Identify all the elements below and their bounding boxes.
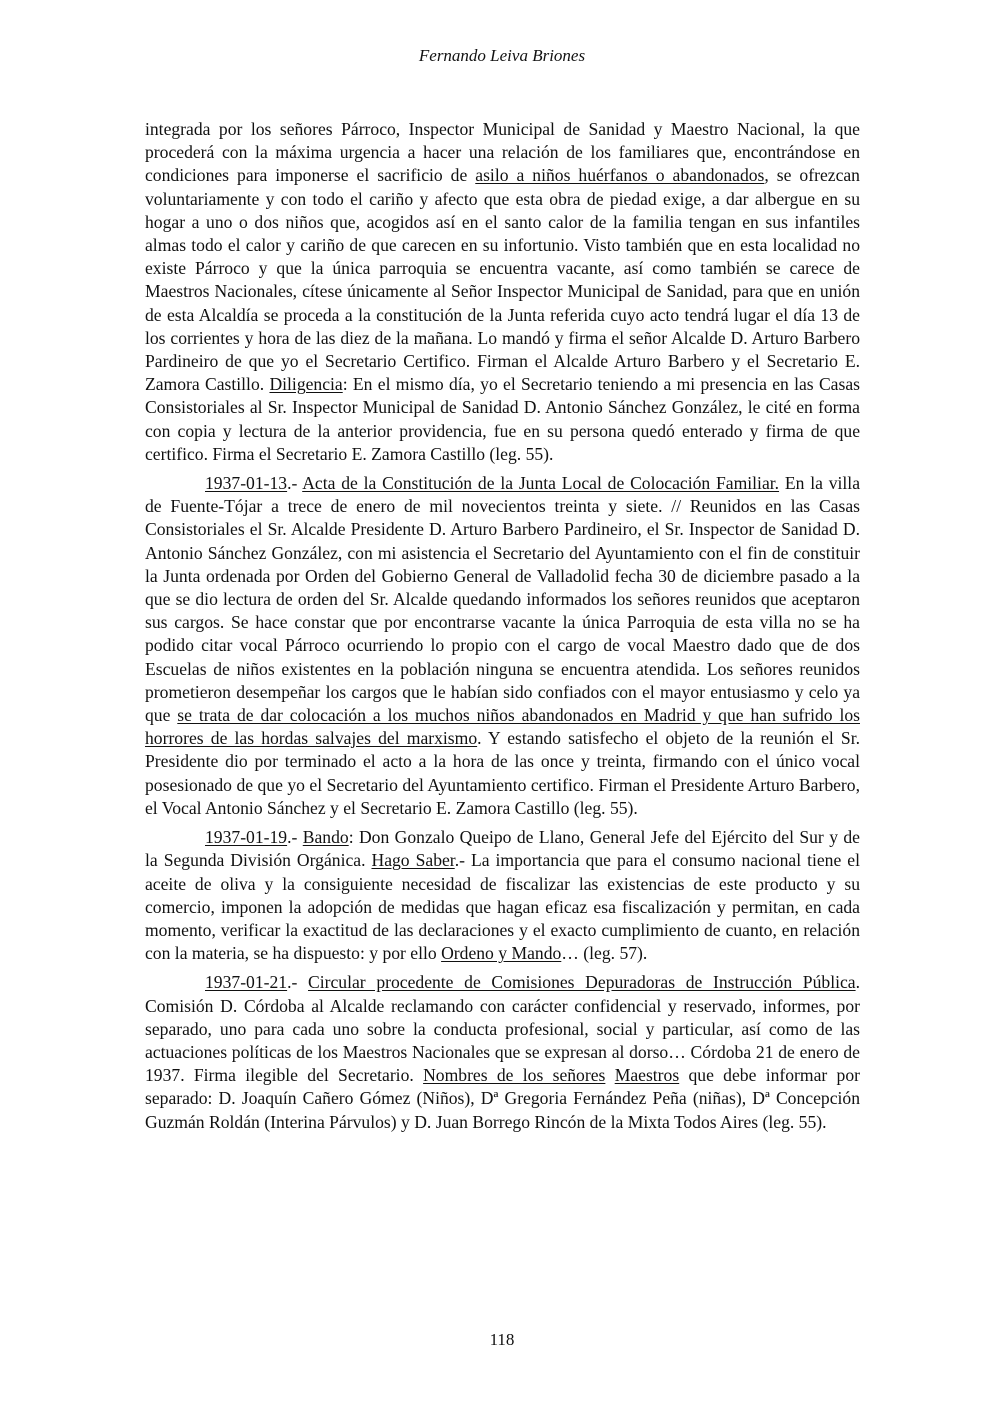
body-text: [145, 118, 860, 1140]
underlined-text: 1937-01-21: [205, 972, 288, 993]
text-run: : Don Gonzalo Queipo de Llano, General Jefe del Ejército del Sur y de la Segunda División Orgánica.: [145, 827, 860, 871]
underlined-text: asilo a niños huérfanos o abandonados: [475, 165, 765, 186]
paragraph-1937-01-13: [145, 472, 860, 820]
text-run: … (leg. 57).: [561, 943, 648, 964]
text-run: integrada por los señores Párroco, Inspector Municipal de Sanidad y Maestro Nacional, la que procederá con la máxima urgencia a hacer una relación de los familiares que, encontrándose en condiciones para imponerse el sacrificio de: [145, 119, 860, 186]
text-run: .-: [287, 827, 303, 848]
paragraph-1937-01-21: [145, 971, 860, 1133]
underlined-text: Ordeno y Mando: [441, 943, 562, 964]
text-run: [605, 1065, 614, 1085]
underlined-text: Circular procedente de Comisiones Depuradoras de Instrucción Pública: [308, 972, 856, 993]
underlined-text: 1937-01-19: [205, 827, 288, 848]
underlined-text: Diligencia: [269, 374, 343, 395]
underlined-text: Bando: [302, 827, 349, 848]
underlined-text: 1937-01-13: [205, 473, 288, 494]
underlined-text: Maestros: [614, 1065, 680, 1086]
text-run: En la villa de Fuente-Tójar a trece de enero de mil novecientos treinta y siete. // Reunidos en las Casas Consistoriales el Sr. Alcalde Presidente D. Arturo Barbero Pardineiro, el Sr. Inspector de Sanidad D. Antonio Sánchez González, con mi asistencia el Secretario del Ayuntamiento con el fin de constituir la Junta ordenada por Orden del Gobierno General de Valladolid fecha 30 de diciembre pasado a la que se dio lectura de orden del Sr. Alcalde quedando informados los señores reunidos que aceptaron sus cargos. Se hace constar que por encontrarse vacante la única Parroquia de esta villa no se ha podido citar vocal Párroco ocurriendo lo propio con el cargo de vocal Maestro dado que de dos Escuelas de niños existentes en la población ninguna se encuentra atendida. Los señores reunidos prometieron desempeñar los cargos que le habían sido confiados con el mayor entusiasmo y celo ya que: [145, 473, 860, 726]
text-run: que debe informar por separado: D. Joaquín Cañero Gómez (Niños), Dª Gregoria Fernández Peña (niñas), Dª Concepción Guzmán Roldán (Interina Párvulos) y D. Juan Borrego Rincón de la Mixta Todos Aires (leg. 55).: [145, 1065, 860, 1132]
text-run: .- La importancia que para el consumo nacional tiene el aceite de oliva y la consiguiente necesidad de fiscalizar las existencias de este producto y su comercio, imponen la adopción de medidas que hagan eficaz esa fiscalización y permitan, en cada momento, verificar la exactitud de las declaraciones y el exacto cumplimiento de cuanto, en relación con la materia, se ha dispuesto: y por ello: [145, 850, 860, 964]
text-run: . Y estando satisfecho el objeto de la reunión el Sr. Presidente dio por terminado el acto a la hora de las once y treinta, firmando con el único vocal posesionado de que yo el Secretario del Ayuntamiento certifico. Firman el Presidente Arturo Barbero, el Vocal Antonio Sánchez y el Secretario E. Zamora Castillo (leg. 55).: [145, 728, 860, 818]
underlined-text: se trata de dar colocación a los muchos niños abandonados en Madrid y que han sufrido los horrores de las hordas salvajes del marxismo: [145, 705, 860, 749]
underlined-text: Nombres de los señores: [423, 1065, 606, 1086]
underlined-text: Acta de la Constitución de la Junta Local de Colocación Familiar.: [302, 473, 780, 494]
paragraph-1937-01-19: [145, 826, 860, 965]
text-run: , se ofrezcan voluntariamente y con todo el cariño y afecto que esta obra de piedad exige, a dar albergue en su hogar a uno o dos niños que, acogidos así en el santo calor de la familia tengan en sus infantiles almas todo el calor y cariño de que carecen en su infortunio. Visto también que en esta localidad no existe Párroco y que la única parroquia se encuentra vacante, así como también se carece de Maestros Nacionales, cítese únicamente al Señor Inspector Municipal de Sanidad, para que en unión de esta Alcaldía se proceda a la constitución de la Junta referida cuyo acto tendrá lugar el día 13 de los corrientes y hora de las diez de la mañana. Lo mandó y firma el señor Alcalde D. Arturo Barbero Pardineiro de que yo el Secretario Certifico. Firman el Alcalde Arturo Barbero y el Secretario E. Zamora Castillo.: [145, 165, 860, 395]
paragraph-providencia-continuation: [145, 118, 860, 466]
text-run: : En el mismo día, yo el Secretario teniendo a mi presencia en las Casas Consistoriales al Sr. Inspector Municipal de Sanidad D. Antonio Sánchez González, le cité en forma con copia y lectura de la anterior providencia, fue en su persona quedó enterado y firma de que certifico. Firma el Secretario E. Zamora Castillo (leg. 55).: [145, 374, 860, 464]
text-run: .-: [287, 473, 303, 494]
page-number: 118: [489, 1330, 515, 1349]
text-run: . Comisión D. Córdoba al Alcalde reclamando con carácter confidencial y reservado, informes, por separado, uno para cada uno sobre la conducta profesional, social y particular, así como de las actuaciones políticas de los Maestros Nacionales que se expresan al dorso… Córdoba 21 de enero de 1937. Firma ilegible del Secretario.: [145, 972, 860, 1086]
running-header-title: Fernando Leiva Briones: [418, 46, 586, 65]
text-run: .-: [287, 972, 309, 993]
underlined-text: Hago Saber: [371, 850, 455, 871]
